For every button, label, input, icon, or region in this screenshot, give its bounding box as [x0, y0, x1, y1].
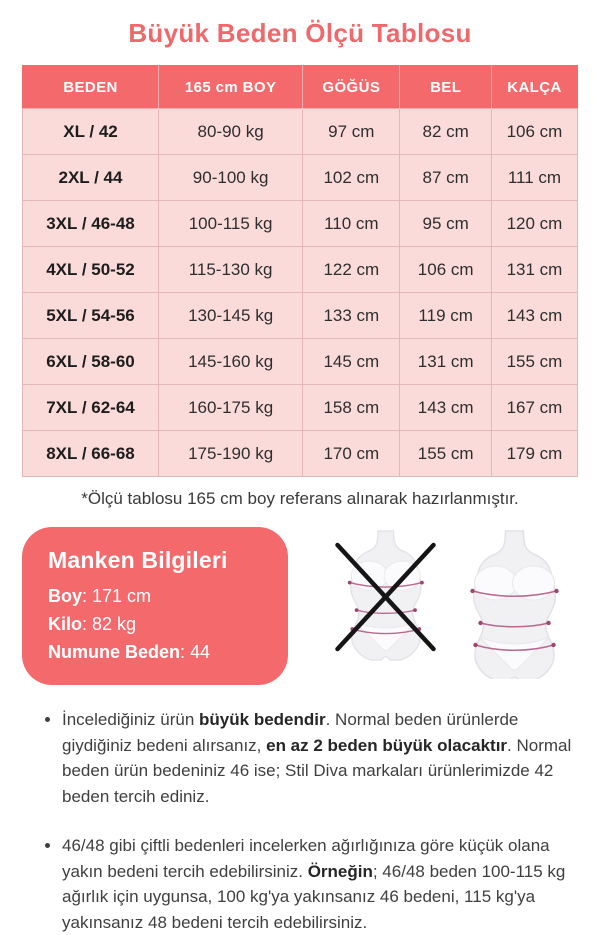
note-text: . Normal beden ürünlerde giydiğiniz bedeni alırsanız,: [62, 710, 519, 755]
size-name-cell: 7XL / 62-64: [23, 385, 159, 431]
model-sample-size-line: [48, 642, 264, 663]
measurement-cell: 122 cm: [303, 247, 400, 293]
table-row: [23, 293, 578, 339]
plus-size-body-icon: [457, 527, 572, 679]
size-name-cell: XL / 42: [23, 109, 159, 155]
header-cell-bel: BEL: [400, 66, 492, 109]
table-row: [23, 109, 578, 155]
model-info-heading: Manken Bilgileri: [48, 547, 228, 573]
size-name-cell: 3XL / 46-48: [23, 201, 159, 247]
measurement-cell: 97 cm: [303, 109, 400, 155]
measurement-cell: 87 cm: [400, 155, 492, 201]
measurement-cell: 158 cm: [303, 385, 400, 431]
measurement-cell: 133 cm: [303, 293, 400, 339]
body-figures: [328, 527, 578, 679]
measurement-cell: 160-175 kg: [158, 385, 302, 431]
measurement-cell: 115-130 kg: [158, 247, 302, 293]
model-height-label: Boy: [48, 586, 83, 606]
measurement-cell: 111 cm: [491, 155, 577, 201]
header-cell-gogus: GÖĞÜS: [303, 66, 400, 109]
note-bold-text: Örneğin: [307, 861, 373, 881]
size-table: [22, 65, 578, 477]
note-text: ; 46/48 beden 100-115 kg ağırlık için uygunsa, 100 kg'ya yakınsanız 46 bedeni, 115 kg'ya yakınsanız 48 bedeni tercih edebilirsiniz.: [62, 861, 566, 932]
measurement-cell: 131 cm: [400, 339, 492, 385]
model-weight-line: [48, 614, 264, 635]
measurement-cell: 106 cm: [400, 247, 492, 293]
note-bold-text: büyük bedendir: [199, 710, 326, 729]
model-info-section: [22, 527, 578, 685]
note-item-sizing: [62, 707, 582, 809]
note-text: . Normal beden ürün bedeniniz 46 ise; Stil Diva markaları ürünlerimizde 42 beden tercih ediniz.: [62, 735, 572, 806]
size-table-body: [23, 109, 578, 477]
size-name-cell: 6XL / 58-60: [23, 339, 159, 385]
model-info-card: [22, 527, 288, 685]
note-text: İncelediğiniz ürün: [62, 710, 200, 729]
measurement-cell: 131 cm: [491, 247, 577, 293]
table-row: [23, 155, 578, 201]
table-header-row: [23, 66, 578, 109]
measurement-cell: 143 cm: [400, 385, 492, 431]
model-weight-label: Kilo: [48, 614, 82, 634]
model-height-value: : 171 cm: [82, 586, 152, 606]
model-weight-value: : 82 kg: [82, 614, 137, 634]
table-row: [23, 201, 578, 247]
page-title: Büyük Beden Ölçü Tablosu: [128, 18, 472, 48]
measurement-cell: 100-115 kg: [158, 201, 302, 247]
table-footnote: *Ölçü tablosu 165 cm boy referans alınarak hazırlanmıştır.: [81, 489, 519, 508]
measurement-cell: 130-145 kg: [158, 293, 302, 339]
model-sample-size-label: Numune Beden: [48, 642, 181, 662]
measurement-cell: 170 cm: [303, 431, 400, 477]
measurement-cell: 120 cm: [491, 201, 577, 247]
model-sample-size-value: : 44: [180, 642, 211, 662]
note-item-double-sizes: [62, 833, 582, 935]
table-row: [23, 247, 578, 293]
measurement-cell: 145 cm: [303, 339, 400, 385]
size-name-cell: 4XL / 50-52: [23, 247, 159, 293]
table-row: [23, 431, 578, 477]
measurement-cell: 106 cm: [491, 109, 577, 155]
measurement-cell: 119 cm: [400, 293, 492, 339]
measurement-cell: 102 cm: [303, 155, 400, 201]
table-row: [23, 385, 578, 431]
size-name-cell: 2XL / 44: [23, 155, 159, 201]
note-text: 46/48 gibi çiftli bedenleri incelerken ağırlığınıza göre küçük olana yakın bedeni tercih edebilirsiniz.: [62, 836, 550, 881]
header-cell-boy: 165 cm BOY: [158, 66, 302, 109]
measurement-cell: 90-100 kg: [158, 155, 302, 201]
measurement-cell: 175-190 kg: [158, 431, 302, 477]
measurement-cell: 80-90 kg: [158, 109, 302, 155]
measurement-cell: 82 cm: [400, 109, 492, 155]
measurement-cell: 95 cm: [400, 201, 492, 247]
table-row: [23, 339, 578, 385]
model-height-line: [48, 586, 264, 607]
size-name-cell: 8XL / 66-68: [23, 431, 159, 477]
measurement-cell: 145-160 kg: [158, 339, 302, 385]
measurement-cell: 155 cm: [491, 339, 577, 385]
header-cell-beden: BEDEN: [23, 66, 159, 109]
measurement-cell: 155 cm: [400, 431, 492, 477]
size-name-cell: 5XL / 54-56: [23, 293, 159, 339]
measurement-cell: 110 cm: [303, 201, 400, 247]
crossed-out-body-icon: [328, 527, 443, 679]
info-notes-list: [22, 707, 582, 935]
header-cell-kalca: KALÇA: [491, 66, 577, 109]
measurement-cell: 167 cm: [491, 385, 577, 431]
measurement-cell: 179 cm: [491, 431, 577, 477]
measurement-cell: 143 cm: [491, 293, 577, 339]
note-bold-text: en az 2 beden büyük olacaktır: [266, 735, 508, 755]
